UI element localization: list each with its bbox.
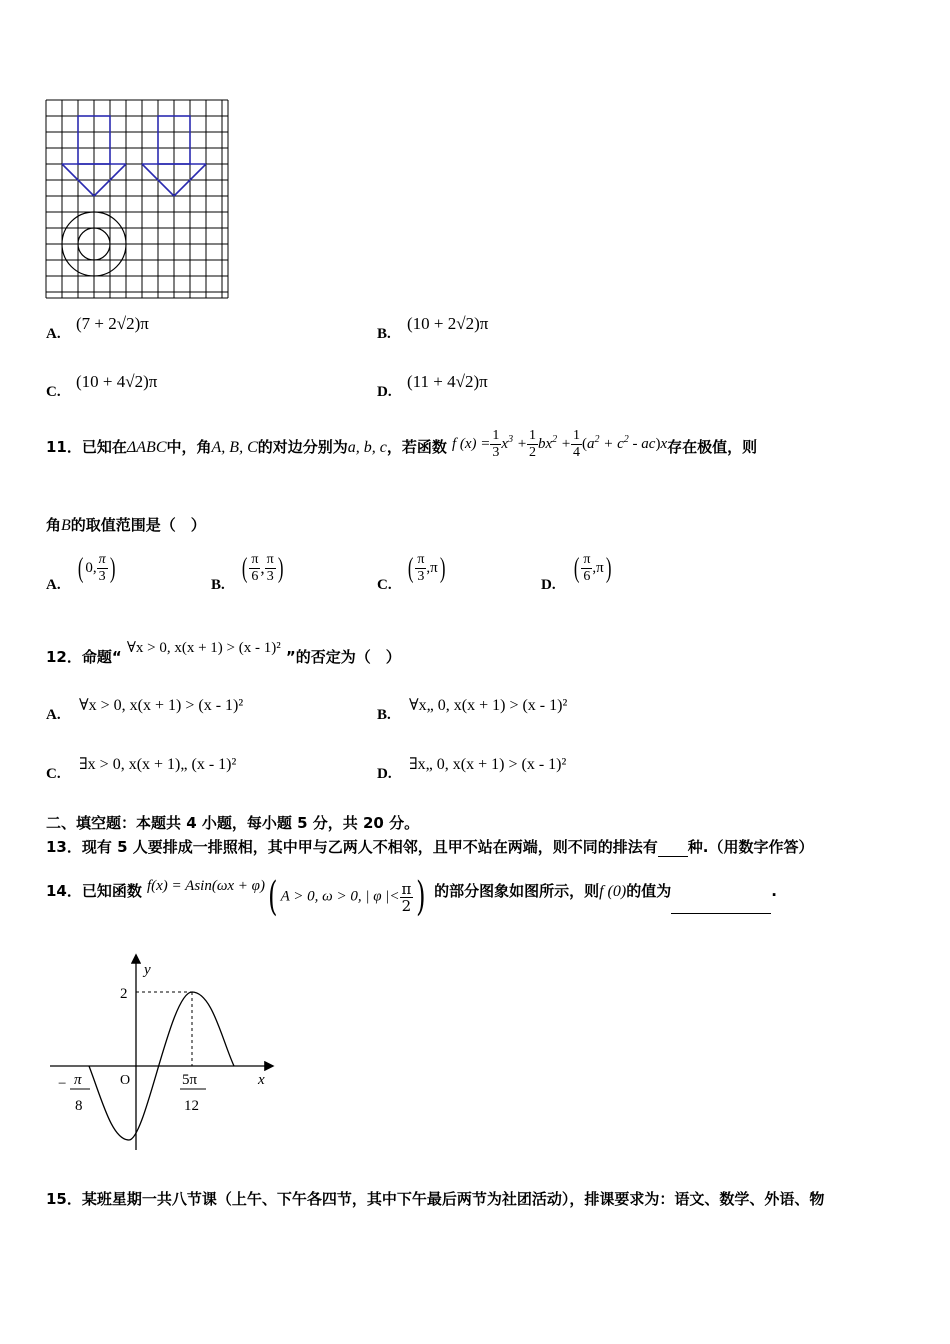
q12-option-c-label[interactable]: C.: [46, 766, 61, 782]
q11-angle-b: B: [61, 517, 71, 534]
q12-option-b-label[interactable]: B.: [377, 707, 391, 723]
y-tick-2: 2: [120, 986, 128, 1002]
question-11-line1: [46, 428, 916, 468]
q12-option-d[interactable]: ∃x„ 0, x(x + 1) > (x - 1)²: [409, 756, 567, 773]
q11-d-right: ,π: [592, 560, 604, 576]
q13-text-a: 13．现有 5 人要排成一排照相，其中甲与乙两人不相邻，且甲不站在两端，则不同的排法有: [46, 838, 658, 856]
section-2-title: 二、填空题：本题共 4 小题，每小题 5 分，共 20 分。: [46, 814, 420, 832]
q11-b-den2: 3: [266, 569, 274, 584]
y-axis-label: y: [144, 962, 151, 978]
q14-end: .: [771, 881, 777, 900]
q12-option-a[interactable]: ∀x > 0, x(x + 1) > (x - 1)²: [79, 697, 244, 714]
q14-cond-num: π: [401, 879, 412, 898]
q11-option-b-label[interactable]: B.: [211, 577, 225, 593]
q14-function: f(x) = Asin(ωx + φ): [146, 877, 265, 894]
q11-text-e: 存在极值，则: [667, 438, 758, 456]
q13-text-b: 种.（用数字作答）: [687, 838, 814, 856]
question-11-line2: [46, 514, 206, 535]
q11-sides: a, b, c: [347, 439, 387, 456]
q12-option-c[interactable]: ∃x > 0, x(x + 1)„ (x - 1)²: [79, 756, 237, 773]
x-axis-label: x: [258, 1072, 265, 1088]
q11-line2-b: 的取值范围是（ ）: [70, 516, 206, 534]
q11-b-num1: π: [251, 552, 259, 567]
q14-text-a: 已知函数: [81, 881, 142, 900]
left-tick-num: π: [74, 1072, 82, 1088]
sine-graph: [44, 950, 284, 1160]
q12-proposition: ∀x > 0, x(x + 1) > (x - 1)²: [126, 640, 281, 656]
q11-d-num: π: [583, 552, 591, 567]
option-b-expr[interactable]: (10 + 2√2)π: [407, 314, 489, 333]
q11-text-b: 中，角: [166, 438, 212, 456]
three-view-figure: [44, 98, 232, 302]
q14-answer-blank[interactable]: [671, 899, 771, 914]
q14-text-b: 的部分图象如图所示，则: [434, 881, 600, 900]
question-13: [46, 836, 813, 857]
q11-number: 11．: [46, 438, 82, 456]
question-12: [46, 636, 401, 666]
q11-b-num2: π: [266, 552, 274, 567]
q13-answer-blank[interactable]: [658, 842, 688, 857]
q12-number: 12．: [46, 648, 82, 666]
q12-quote-close: ”: [285, 648, 296, 666]
left-tick-sign: −: [58, 1076, 67, 1092]
q14-number: 14．: [46, 881, 82, 900]
q12-option-a-label[interactable]: A.: [46, 707, 61, 723]
q11-b-den1: 6: [251, 569, 259, 584]
q11-option-a[interactable]: ( 0, $\frac{\pi}{3}$ ): [77, 552, 116, 584]
q11-a-left: 0,: [85, 560, 97, 576]
q12-text-b: 的否定为（ ）: [295, 648, 401, 666]
q11-triangle: ΔABC: [126, 439, 167, 456]
q11-option-c[interactable]: ( $\frac{\pi}{3}$ ,π): [407, 552, 446, 584]
option-a-label[interactable]: A.: [46, 326, 61, 342]
q14-text-c: 的值为: [626, 881, 672, 900]
q11-function: f (x) = $\frac{1}{3}$ $x^3$ + $\frac{1}{2}$ $bx^2$ + $\frac{1}{4}$ $(a^2 + c^2 - ac)x$: [451, 428, 668, 460]
q11-angles: A, B, C: [211, 439, 258, 456]
q12-option-d-label[interactable]: D.: [377, 766, 392, 782]
q12-quote-open: “: [111, 648, 122, 666]
q11-a-num: π: [98, 552, 106, 567]
q11-c-den: 3: [417, 569, 425, 584]
q14-cond-den: 2: [401, 896, 412, 915]
q11-text-a: 已知在: [81, 438, 127, 456]
option-b-label[interactable]: B.: [377, 326, 391, 342]
q11-option-a-label[interactable]: A.: [46, 577, 61, 593]
q11-c-right: ,π: [426, 560, 438, 576]
question-15: 15．某班星期一共八节课（上午、下午各四节，其中下午最后两节为社团活动），排课要求为：语文、数学、外语、物: [46, 1190, 825, 1208]
q11-c-num: π: [417, 552, 425, 567]
option-c-expr[interactable]: (10 + 4√2)π: [76, 372, 158, 391]
q12-option-b[interactable]: ∀x„ 0, x(x + 1) > (x - 1)²: [409, 697, 568, 714]
q11-option-b[interactable]: ( $\frac{\pi}{6}$ , $\frac{\pi}{3}$ ): [241, 552, 284, 584]
q11-option-d[interactable]: ( $\frac{\pi}{6}$ ,π): [573, 552, 612, 584]
question-14: 14．已知函数 f(x) = Asin(ωx + φ)( A > 0, ω > 0, | φ |< $\frac{\pi}{2}$ ) 的部分图象如图所示，则f (0)的值为 .: [46, 874, 777, 920]
q11-d-den: 6: [583, 569, 591, 584]
left-tick-den: 8: [75, 1098, 83, 1114]
option-d-label[interactable]: D.: [377, 384, 392, 400]
q11-text-d: ，若函数: [386, 438, 447, 456]
q11-option-d-label[interactable]: D.: [541, 577, 556, 593]
right-tick-num: 5π: [182, 1072, 198, 1088]
q11-a-den: 3: [98, 569, 106, 584]
q14-f0: f (0): [599, 882, 627, 900]
q11-line2-a: 角: [46, 516, 62, 534]
option-c-label[interactable]: C.: [46, 384, 61, 400]
q11-option-c-label[interactable]: C.: [377, 577, 392, 593]
q14-condition: A > 0, ω > 0, | φ |<: [280, 888, 400, 905]
option-a-expr[interactable]: (7 + 2√2)π: [76, 314, 149, 333]
origin-label: O: [120, 1073, 131, 1088]
right-tick-den: 12: [184, 1098, 199, 1114]
q11-text-c: 的对边分别为: [257, 438, 348, 456]
q12-text-a: 命题: [81, 648, 112, 666]
option-d-expr[interactable]: (11 + 4√2)π: [407, 372, 488, 391]
